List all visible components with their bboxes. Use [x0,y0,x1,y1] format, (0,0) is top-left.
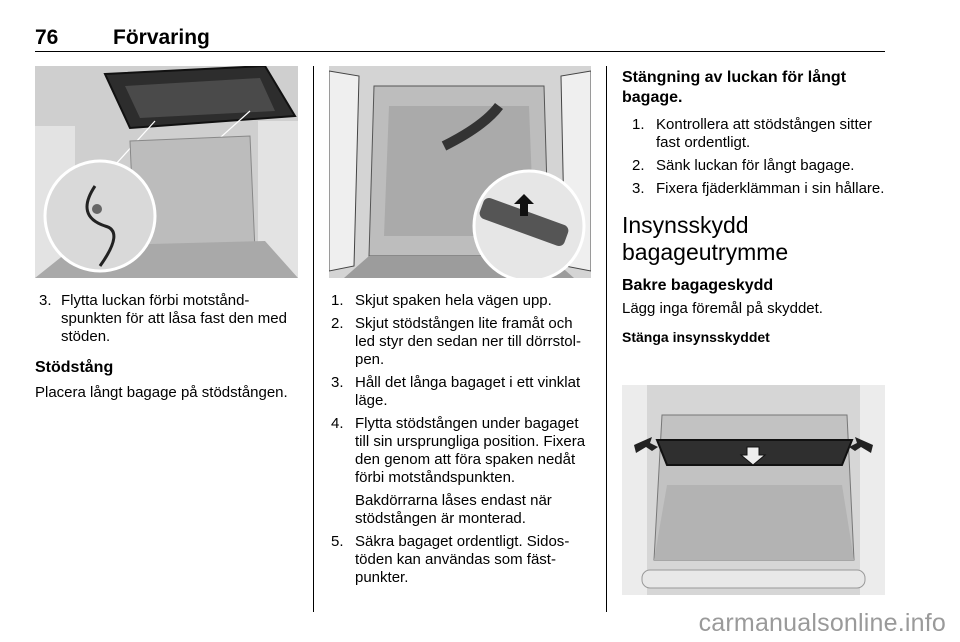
column-1 [35,292,300,402]
section-heading: Insynsskydd bagageutrymme [622,212,789,265]
minor-heading: Stänga insynsskyddet [622,329,770,345]
heading-closing-hatch: Stängning av luckan för långt bagage. [622,69,847,106]
steps-list-col1 [35,292,300,346]
column-divider-2 [606,66,607,612]
page-title: Förvaring [113,26,210,49]
body-stodstang: Placera långt bagage på stödstången. [35,384,288,401]
column-3 [622,68,885,346]
list-item: 1. Skjut spaken hela vägen upp. [331,292,552,309]
list-item: 5. Säkra bagaget ordentligt. Sidostöden kan användas som fästpunkter. [331,533,570,586]
illustration-support-bar [329,66,591,278]
sub-heading: Bakre bagageskydd [622,277,774,294]
heading-stodstang: Stödstång [35,359,114,376]
list-item: 3. Flytta luckan förbi motståndspunkten för att låsa fast den med stöden. [39,292,287,345]
list-item: 2. Skjut stödstången lite framåt och led styr den sedan ner till dörrstolpen. [331,315,581,368]
page-number: 76 [35,26,59,49]
column-divider-1 [313,66,314,612]
list-item: 3. Håll det långa bagaget i ett vinklat läge. [331,374,581,409]
illustration-roof-hatch [35,66,298,278]
column-2 [331,292,593,592]
watermark: carmanualsonline.info [698,609,946,637]
illustration-cargo-cover [622,385,885,595]
page-header [35,24,885,52]
steps-list-col3 [632,116,885,198]
list-item: 3. Fixera fjäderklämman i sin hållare. [632,180,885,197]
list-item: 4. Flytta stödstången under bagaget till sin ursprungliga position. Fixera den genom att föra spaken nedåt förbi motståndspunkten. Bakdörrarna låses endast när stödstången är monterad. [331,415,593,528]
note-text: Bakdörrarna låses endast när stödstången är monterad. [355,492,552,527]
list-item: 2. Sänk luckan för långt bagage. [632,157,855,174]
list-item: 1. Kontrollera att stödstången sitter fast ordentligt. [632,116,872,151]
sub-body: Lägg inga föremål på skyddet. [622,300,823,317]
steps-list-col2 [331,292,593,587]
